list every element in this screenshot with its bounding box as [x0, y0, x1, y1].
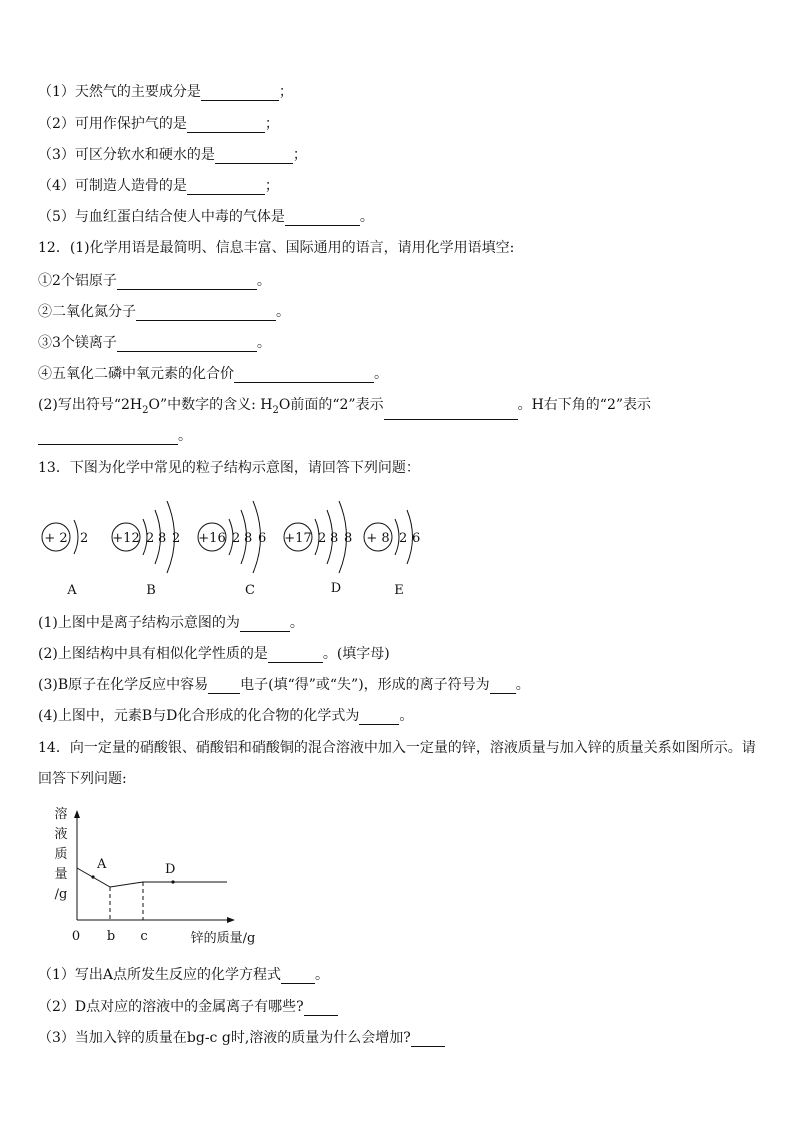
q14-question-1: （1）写出A点所发生反应的化学方程式 。	[38, 967, 330, 983]
q11-item-5: （5）与血红蛋白结合使人中毒的气体是 。	[38, 209, 374, 225]
q14-intro-line2: 回答下列问题:	[38, 771, 127, 787]
atom-B	[112, 501, 180, 598]
svg-text:锌的质量/g: 锌的质量/g	[190, 931, 256, 946]
svg-text:2: 2	[146, 531, 155, 546]
svg-text:D: D	[165, 862, 176, 877]
svg-text:6: 6	[412, 531, 421, 546]
svg-text:液: 液	[54, 827, 68, 842]
q13-question-1: (1)上图中是离子结构示意图的为 。	[38, 615, 304, 631]
atom-D	[284, 501, 352, 596]
answer-blank[interactable]	[136, 306, 276, 321]
svg-text:c: c	[140, 929, 148, 944]
answer-blank[interactable]	[187, 118, 265, 133]
svg-text:E: E	[394, 583, 404, 598]
y-axis-label	[54, 806, 67, 902]
answer-blank[interactable]	[215, 149, 293, 164]
q12-part2-cont: 。	[38, 427, 192, 445]
svg-text:8: 8	[158, 531, 167, 546]
q13-question-4: (4)上图中，元素B与D化合形成的化合物的化学式为 。	[38, 708, 414, 724]
answer-blank[interactable]	[201, 86, 279, 101]
svg-text:+16: +16	[198, 531, 226, 546]
q12-item-2: ②二氧化氮分子 。	[38, 304, 290, 320]
answer-blank[interactable]	[411, 1032, 445, 1047]
svg-text:2: 2	[80, 531, 89, 546]
answer-blank[interactable]	[240, 617, 290, 632]
svg-text:0: 0	[71, 929, 81, 944]
zinc-mass-graph	[45, 800, 275, 950]
q12-intro: 12．(1)化学用语是最简明、信息丰富、国际通用的语言，请用化学用语填空:	[38, 240, 515, 256]
q11-item-1: （1）天然气的主要成分是 ；	[38, 84, 293, 100]
atom-C	[198, 501, 266, 598]
q13-question-3: (3)B原子在化学反应中容易 电子(填“得”或“失”)，形成的离子符号为 。	[38, 677, 530, 693]
svg-text:C: C	[245, 583, 255, 598]
q13-question-2: (2)上图结构中具有相似化学性质的是 。(填字母)	[38, 646, 390, 662]
svg-text:2: 2	[232, 531, 241, 546]
atom-E	[364, 510, 420, 598]
q11-item-4: （4）可制造人造骨的是 ；	[38, 178, 279, 194]
answer-blank[interactable]	[117, 337, 257, 352]
atom-A	[42, 520, 88, 598]
svg-text:溶: 溶	[54, 807, 68, 822]
answer-blank[interactable]	[268, 648, 323, 663]
svg-text:A: A	[67, 583, 77, 598]
q12-item-3: ③3个镁离子 。	[38, 335, 271, 351]
svg-text:/g: /g	[54, 887, 68, 902]
y-axis-arrow	[74, 810, 80, 818]
answer-blank[interactable]	[490, 679, 516, 694]
point-D	[171, 880, 174, 883]
svg-text:D: D	[330, 581, 342, 596]
q13-intro: 13．下图为化学中常见的粒子结构示意图，请回答下列问题：	[38, 460, 420, 476]
svg-text:b: b	[106, 929, 116, 944]
answer-blank[interactable]	[117, 275, 257, 290]
answer-blank[interactable]	[359, 710, 399, 725]
x-axis-arrow	[227, 917, 235, 923]
answer-blank[interactable]	[304, 1001, 338, 1016]
q11-item-3: （3）可区分软水和硬水的是 ；	[38, 147, 307, 163]
atom-structure-diagram	[30, 482, 450, 602]
answer-blank[interactable]	[285, 211, 360, 226]
svg-text:量: 量	[54, 867, 68, 882]
svg-text:质: 质	[54, 847, 68, 862]
svg-text:8: 8	[330, 531, 339, 546]
answer-blank[interactable]	[281, 969, 315, 984]
svg-text:8: 8	[244, 531, 253, 546]
svg-text:2: 2	[399, 531, 408, 546]
point-A	[91, 875, 94, 878]
svg-text:B: B	[146, 583, 156, 598]
answer-blank[interactable]	[38, 430, 178, 445]
q11-item-2: （2）可用作保护气的是 ；	[38, 116, 279, 132]
svg-text:8: 8	[344, 531, 353, 546]
q14-question-3: （3）当加入锌的质量在bg-c g时,溶液的质量为什么会增加?	[38, 1029, 445, 1047]
svg-text:+17: +17	[284, 531, 312, 546]
svg-text:A: A	[97, 857, 107, 872]
svg-text:+ 2: + 2	[44, 531, 68, 546]
svg-text:+ 8: + 8	[366, 531, 390, 546]
svg-text:2: 2	[172, 531, 181, 546]
q12-item-1: ①2个铝原子 。	[38, 273, 271, 289]
answer-blank[interactable]	[234, 368, 374, 383]
answer-blank[interactable]	[384, 405, 518, 420]
q14-question-2: （2）D点对应的溶液中的金属离子有哪些?	[38, 998, 338, 1016]
answer-blank[interactable]	[208, 679, 240, 694]
svg-text:6: 6	[258, 531, 267, 546]
svg-text:2: 2	[318, 531, 327, 546]
answer-blank[interactable]	[187, 180, 265, 195]
q14-intro-line1: 14．向一定量的硝酸银、硝酸铝和硝酸铜的混合溶液中加入一定量的锌，溶液质量与加入锌的质量关系如图所示。请	[38, 740, 756, 756]
svg-text:+12: +12	[112, 531, 140, 546]
q12-part2: (2)写出符号“$2H_2O$”中数字的含义: $H_2O$前面的“2”表示 。H右下角的“2”表示	[38, 396, 651, 420]
q12-item-4: ④五氧化二磷中氧元素的化合价 。	[38, 366, 388, 382]
